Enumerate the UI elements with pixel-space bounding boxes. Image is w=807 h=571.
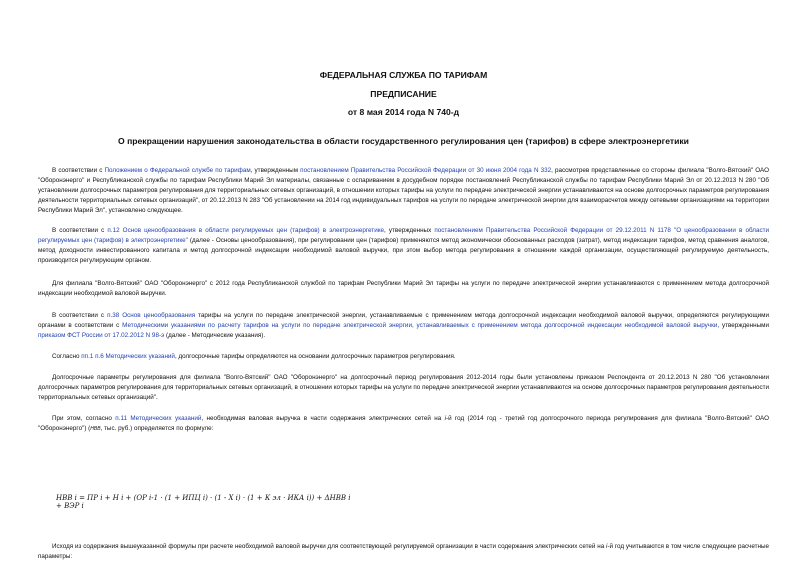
formula-nvv: НВВ i = ПР i + Н i + (ОР i-1 · (1 + ИПЦ i) · (1 - Х i) · (1 + К эл · ИКА i)) + ΔНВВ i + ВЭР i bbox=[56, 494, 351, 510]
text-run: (далее - Методические указания). bbox=[164, 332, 266, 340]
agency-heading: ФЕДЕРАЛЬНАЯ СЛУЖБА ПО ТАРИФАМ bbox=[319, 70, 488, 80]
link-government-decree-1178[interactable]: постановлением Правительства Российской Федерации от 29.12.2011 N 1178 "О ценообразовании в области регулируемых цен (тарифов) в электроэнергетике" bbox=[38, 227, 770, 245]
text-run: , долгосрочные тарифы определяются на основании долгосрочных параметров регулирования. bbox=[174, 353, 456, 360]
text-run: (далее - Основы ценообразования), при регулировании цен (тарифов) применяются метод экономически обоснованных расходов (затрат), метод индексации тарифов, метод сравнения аналогов, метод доходности инвестированного капитала и метод долгосрочной индексации необходимой валовой выручки, при этом выбор метода регулирования в отношении каждой организации, осуществляющей регулируемую деятельность, производится регулирующим органом. bbox=[38, 237, 769, 265]
document-title: О прекращении нарушения законодательства в области государственного регулирования цен (тарифов) в сфере электроэнергетики bbox=[118, 136, 689, 146]
paragraph-3 bbox=[38, 279, 769, 299]
text-run: тарифы на услуги по передаче электрической энергии, устанавливаемые с применением метода долгосрочной индексации необходимой валовой выручки, определяются регулирующими органами в соответствии с bbox=[38, 312, 770, 330]
paragraph-7 bbox=[38, 414, 769, 434]
text-run: , утвержденным bbox=[250, 167, 301, 174]
link-pricing-basics-p38[interactable]: п.38 Основ ценообразования bbox=[107, 312, 196, 319]
text-run: , утвержденных bbox=[384, 227, 435, 234]
text-run: -й год (2014 год - третий год долгосрочного периода регулирования для филиала "Волго-Вятский" ОАО "Оборонэнерго") ( bbox=[38, 415, 769, 433]
text-run: При этом, согласно bbox=[52, 415, 116, 422]
text-run: , рассмотрев представленные со стороны филиала "Волго-Вятский" ОАО "Оборонэнерго" и Республиканской службы по тарифам Республики Марий Эл материалы, связанные с оспариванием в досудебном порядке постановлений Республиканской службы по тарифам Республики Марий Эл от 20.12.2013 N 280 "Об установлении долгосрочных параметров регулирования для территориальных сетевых организаций, в отношении которых тарифы на услуги по передаче электрической энергии устанавливаются на основе долгосрочных параметров регулирования деятельности территориальных сетевых организаций", от 20.12.2013 N 283 "Об установлении на 2014 год индивидуальных тарифов на услуги по передаче электрической энергии для взаиморасчетов между сетевыми организациями на территории Республики Марий Эл", установлено следующее. bbox=[38, 167, 769, 215]
text-run: , тыс. руб.) определяется по формуле: bbox=[100, 425, 214, 433]
text-run: , утвержденными bbox=[717, 322, 770, 330]
formula-symbol-nvv: НВВ bbox=[90, 426, 101, 433]
text-run: Для филиала "Волго-Вятский" ОАО "Оборонэнерго" с 2012 года Республиканской службой по тарифам Республики Марий Эл тарифы на услуги по передаче электрической энергии устанавливаются с применением метода долгосрочной индексации необходимой валовой выручки. bbox=[38, 280, 769, 298]
italic-index: i bbox=[444, 415, 446, 422]
paragraph-8 bbox=[38, 542, 769, 562]
text-run: В соответствии с bbox=[52, 227, 108, 234]
text-run: Долгосрочные параметры регулирования для филиала "Волго-Вятский" ОАО "Оборонэнерго" на долгосрочный период регулирования 2012-2014 годы были установлены приказом Респондента от 20.12.2013 N 280 "Об установлении долгосрочных параметров регулирования для территориальных сетевых организаций, в отношении которых тарифы на услуги по передаче электрической энергии устанавливаются на основе долгосрочных параметров регулирования деятельности территориальных сетевых организаций". bbox=[38, 374, 769, 402]
text-run: В соответствии с bbox=[52, 312, 108, 319]
text-run: , необходимая валовая выручка в части содержания электрических сетей на bbox=[201, 415, 445, 422]
paragraph-6 bbox=[38, 373, 769, 403]
paragraph-4 bbox=[38, 311, 769, 341]
paragraph-1 bbox=[38, 166, 769, 216]
paragraph-5 bbox=[38, 352, 769, 362]
document-type-heading: ПРЕДПИСАНИЕ bbox=[370, 89, 437, 99]
link-guidelines-p11[interactable]: п.11 Методических указаний bbox=[115, 415, 202, 422]
text-run: -й год учитываются в том числе следующие расчетные параметры: bbox=[38, 543, 769, 561]
text-run: Согласно bbox=[52, 353, 82, 360]
link-methodical-guidelines[interactable]: Методическими указаниями по расчету тарифов на услуги по передаче электрической энергии, устанавливаемых с применением метода долгосрочной индексации необходимой валовой выручки bbox=[122, 322, 718, 330]
text-run: В соответствии с bbox=[52, 167, 105, 174]
document-date-number: от 8 мая 2014 года N 740-д bbox=[347, 107, 460, 117]
link-guidelines-p6[interactable]: пп.1 п.6 Методических указаний bbox=[81, 353, 175, 360]
italic-index: i bbox=[606, 543, 608, 550]
paragraph-2 bbox=[38, 226, 769, 266]
link-fst-regulation[interactable]: Положением о Федеральной службе по тарифам bbox=[104, 167, 251, 174]
link-fst-order-98e[interactable]: приказом ФСТ России от 17.02.2012 N 98-э bbox=[38, 332, 165, 340]
link-government-decree-332[interactable]: постановлением Правительства Российской Федерации от 30 июня 2004 года N 332 bbox=[300, 167, 552, 174]
text-run: Исходя из содержания вышеуказанной формулы при расчете необходимой валовой выручки для соответствующей регулируемой организации в части содержания электрических сетей на bbox=[52, 543, 607, 550]
link-pricing-basics-p12[interactable]: п.12 Основ ценообразования в области регулируемых цен (тарифов) в электроэнергетике bbox=[107, 227, 385, 234]
